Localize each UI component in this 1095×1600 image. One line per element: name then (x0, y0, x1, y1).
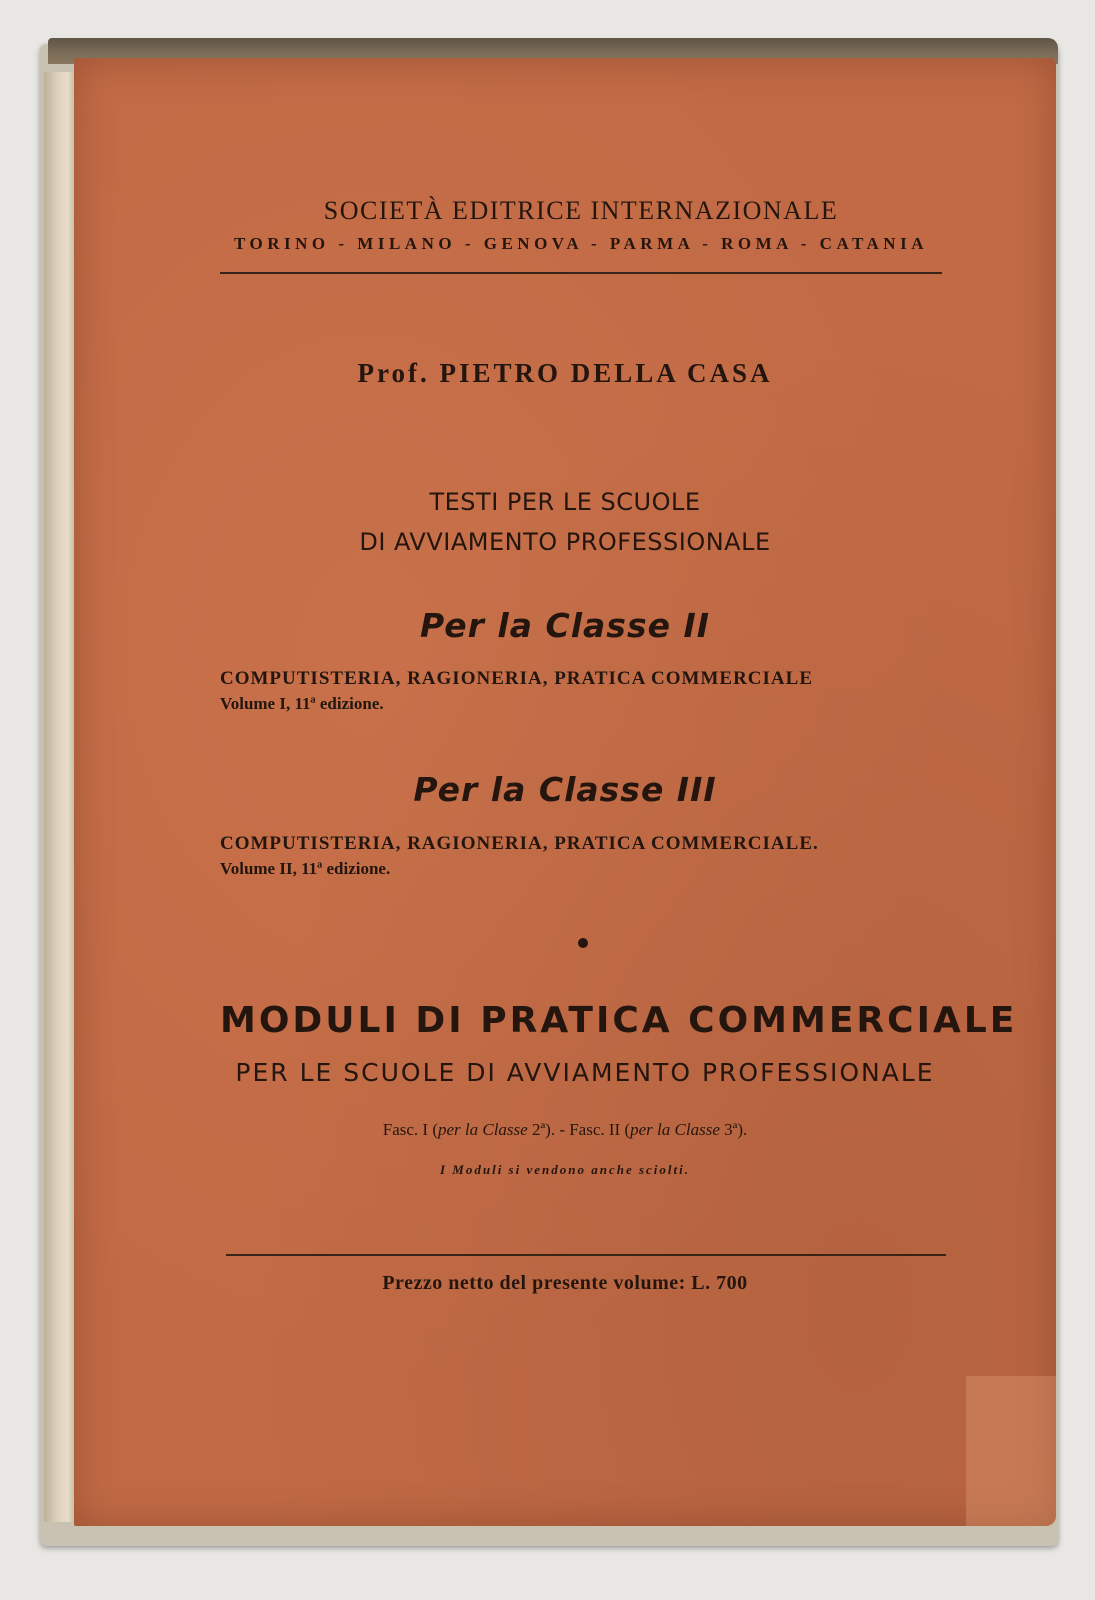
fasc-text-2: 2ª). - Fasc. II ( (527, 1120, 631, 1139)
bullet-separator (578, 938, 588, 948)
classe-2-volume: Volume I, 11ª edizione. (220, 694, 384, 713)
publisher-cities: TORINO - MILANO - GENOVA - PARMA - ROMA - CATANIA (234, 234, 928, 253)
bottom-divider (226, 1254, 946, 1256)
fasc-italic-2: per la Classe (630, 1120, 720, 1139)
price-line: Prezzo netto del presente volume: L. 700 (382, 1272, 748, 1294)
series-title-line-2: DI AVVIAMENTO PROFESSIONALE (359, 528, 771, 556)
fasc-text-3: 3ª). (719, 1120, 748, 1139)
classe-2-heading: Per la Classe II (419, 606, 711, 645)
moduli-title: MODULI DI PRATICA COMMERCIALE (220, 1000, 1018, 1041)
classe-2-entry (220, 668, 950, 714)
top-divider (220, 272, 942, 274)
fasc-italic-1: per la Classe (437, 1120, 528, 1139)
fascicoli-line (74, 1120, 1056, 1140)
corner-wear (966, 1376, 1056, 1526)
sciolti-note: I Moduli si vendono anche sciolti. (439, 1162, 691, 1177)
classe-3-subject: COMPUTISTERIA, RAGIONERIA, PRATICA COMMERCIALE. (220, 833, 819, 854)
series-title (74, 482, 1056, 562)
publisher-name: SOCIETÀ EDITRICE INTERNAZIONALE (323, 196, 839, 225)
book-back-cover (74, 58, 1056, 1526)
classe-3-volume: Volume II, 11ª edizione. (220, 859, 391, 878)
author-name: Prof. PIETRO DELLA CASA (357, 358, 773, 388)
series-title-line-1: TESTI PER LE SCUOLE (429, 488, 701, 516)
fasc-text-1: Fasc. I ( (382, 1120, 438, 1139)
classe-3-entry (220, 833, 950, 879)
moduli-subtitle: PER LE SCUOLE DI AVVIAMENTO PROFESSIONALE (235, 1058, 935, 1087)
classe-3-heading: Per la Classe III (413, 770, 717, 809)
classe-2-subject: COMPUTISTERIA, RAGIONERIA, PRATICA COMMERCIALE (220, 668, 813, 689)
